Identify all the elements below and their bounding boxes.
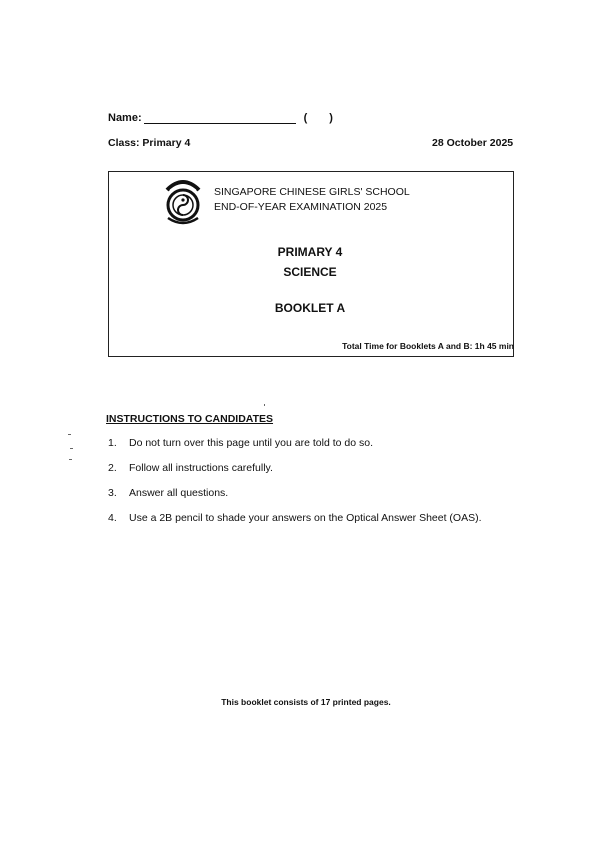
name-field[interactable] [144,113,296,124]
instruction-item [108,487,228,499]
name-row [108,112,333,124]
instruction-item [108,462,273,474]
instruction-text: Answer all questions. [129,487,229,499]
instruction-item [108,512,482,524]
class-label: Class: Primary 4 [108,137,191,149]
instructions-heading: INSTRUCTIONS TO CANDIDATES [106,413,274,425]
school-crest-icon [161,176,205,226]
name-label: Name: [108,112,142,124]
instruction-text: Use a 2B pencil to shade your answers on the Optical Answer Sheet (OAS). [129,512,482,524]
school-name-block [214,185,410,215]
instruction-number: 3. [108,487,117,499]
subject-title: SCIENCE [283,265,337,279]
instruction-number: 2. [108,462,117,474]
instruction-text: Do not turn over this page until you are told to do so. [129,437,373,449]
instruction-number: 4. [108,512,117,524]
register-number-field[interactable] [304,112,333,124]
instruction-item [108,437,373,449]
instruction-text: Follow all instructions carefully. [129,462,273,474]
scan-mark [70,448,73,449]
paren-close: ) [329,112,333,124]
scan-mark [68,434,71,435]
scan-mark [264,404,265,406]
exam-date: 28 October 2025 [432,137,514,149]
page-count-note: This booklet consists of 17 printed pages. [221,697,391,707]
paren-open: ( [303,112,308,124]
instruction-number: 1. [108,437,117,449]
exam-title: END-OF-YEAR EXAMINATION 2025 [214,201,388,213]
booklet-title: BOOKLET A [274,301,346,315]
level-title: PRIMARY 4 [277,245,343,259]
school-name: SINGAPORE CHINESE GIRLS' SCHOOL [214,186,410,198]
scan-mark [69,459,72,460]
total-time: Total Time for Booklets A and B: 1h 45 min [342,341,514,351]
